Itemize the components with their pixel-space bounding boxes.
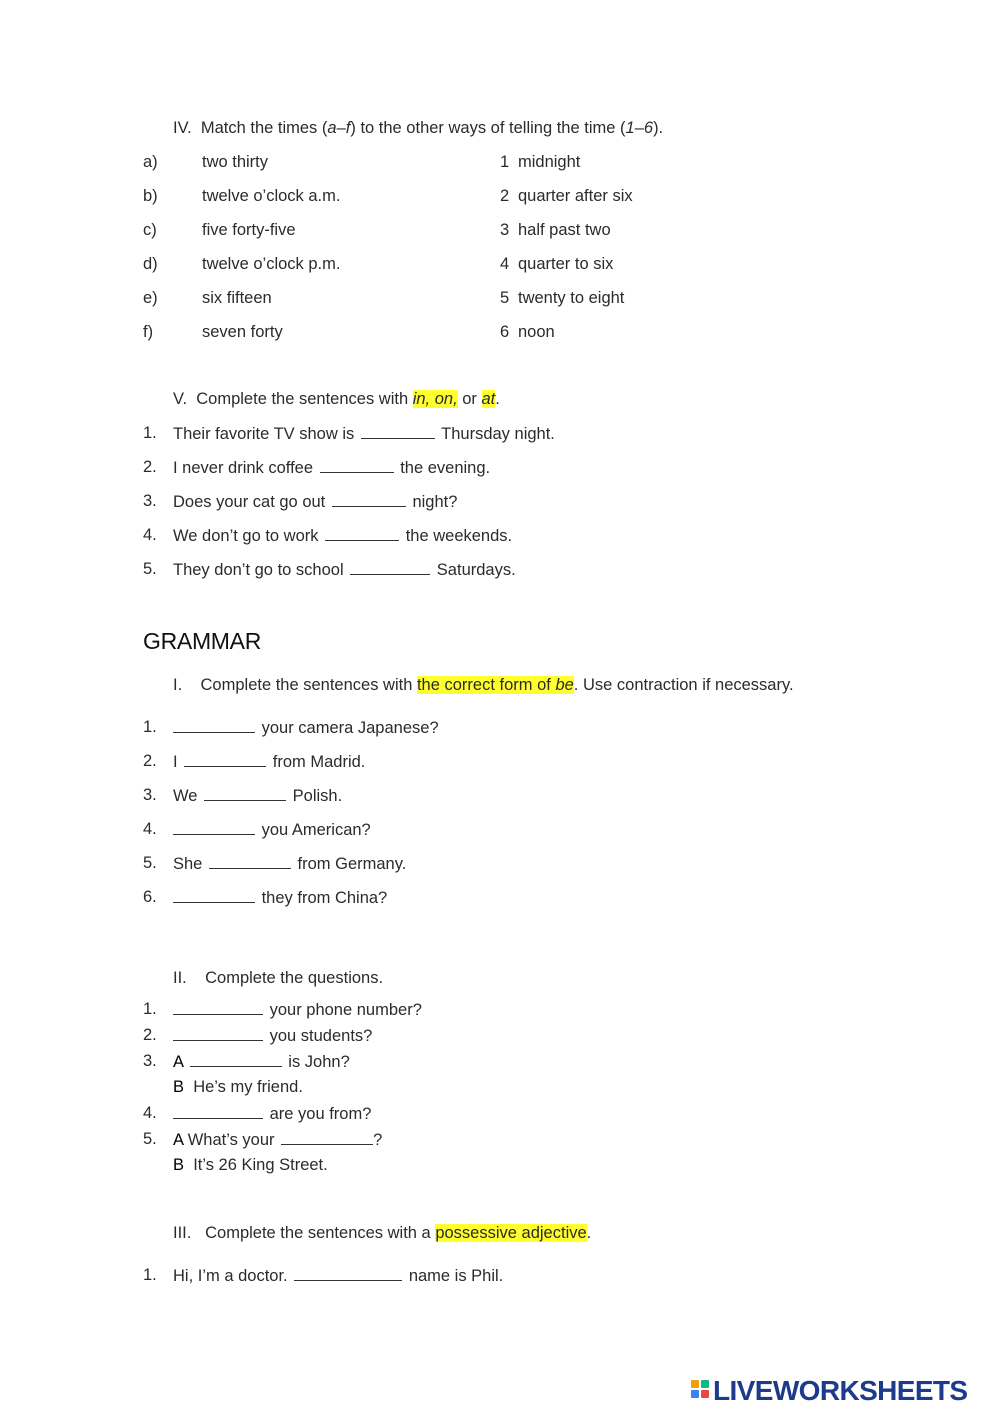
question: [173, 1026, 372, 1046]
sentence-end: from Madrid.: [272, 753, 366, 771]
answer-blank[interactable]: [173, 1000, 263, 1015]
item-number: 3.: [143, 492, 157, 510]
part-3-instruction: [173, 1224, 591, 1243]
question-end: you students?: [269, 1027, 373, 1045]
answer-blank[interactable]: [173, 820, 255, 835]
logo-text: LIVEWORKSHEETS: [713, 1375, 968, 1406]
sentence-end: the evening.: [400, 459, 491, 477]
answer-blank[interactable]: [173, 888, 255, 903]
item-number: 2.: [143, 752, 157, 770]
match-phrase: twenty to eight: [518, 289, 625, 307]
question: [173, 1000, 422, 1020]
answer-blank[interactable]: [184, 752, 266, 767]
liveworksheets-logo[interactable]: [691, 1374, 968, 1408]
match-phrase: midnight: [518, 153, 581, 171]
instr-text: Complete the questions.: [205, 969, 384, 987]
instr-text: . Use contraction if necessary.: [573, 676, 794, 694]
match-number: 1: [500, 153, 510, 171]
match-number: 6: [500, 323, 510, 341]
item-number: 4.: [143, 526, 157, 544]
logo-mark-icon: [691, 1380, 711, 1402]
grammar-heading: GRAMMAR: [143, 628, 262, 654]
question: [173, 1104, 371, 1124]
sentence-start: She: [173, 855, 203, 873]
part-2-number: II.: [173, 969, 187, 987]
instr-text: 6: [643, 119, 654, 137]
instr-text: –: [634, 119, 644, 137]
highlight-text: the correct form of: [416, 676, 556, 694]
sentence-start: I: [173, 753, 178, 771]
sentence-end: Polish.: [292, 787, 343, 805]
match-letter: b): [143, 187, 158, 205]
question-end: is John?: [288, 1053, 350, 1071]
section-iv-instruction: [173, 119, 663, 138]
answer-blank[interactable]: [204, 786, 286, 801]
match-time: six fifteen: [202, 289, 272, 307]
match-number: 4: [500, 255, 510, 273]
match-letter: e): [143, 289, 158, 307]
sentence: [173, 492, 457, 512]
item-number: 1.: [143, 1000, 157, 1018]
sentence: [173, 560, 516, 580]
match-time: twelve o’clock p.m.: [202, 255, 341, 273]
sentence: [173, 854, 406, 874]
match-letter: c): [143, 221, 157, 239]
answer-blank[interactable]: [190, 1052, 282, 1067]
highlight-preposition-at: at: [481, 390, 496, 408]
item-number: 1.: [143, 1266, 157, 1284]
sentence-end: Thursday night.: [441, 425, 555, 443]
instr-text: or: [457, 390, 482, 408]
answer-text: He’s my friend.: [193, 1078, 303, 1096]
match-time: five forty-five: [202, 221, 296, 239]
answer-blank[interactable]: [209, 854, 291, 869]
speaker-a: A: [173, 1131, 184, 1149]
match-number: 5: [500, 289, 510, 307]
instr-text: Match the times (: [200, 119, 328, 137]
answer-blank[interactable]: [320, 458, 394, 473]
item-number: 2.: [143, 1026, 157, 1044]
item-number: 3.: [143, 786, 157, 804]
sentence: [173, 526, 512, 546]
part-3-number: III.: [173, 1224, 192, 1242]
item-number: 5.: [143, 560, 157, 578]
item-number: 3.: [143, 1052, 157, 1070]
instr-text: a: [327, 119, 337, 137]
sentence-end: the weekends.: [405, 527, 513, 545]
speaker-a: A: [173, 1053, 184, 1071]
match-letter: d): [143, 255, 158, 273]
sentence-start: Their favorite TV show is: [173, 425, 355, 443]
instr-text: .: [495, 390, 500, 408]
section-v-number: V.: [173, 390, 188, 408]
sentence-end: Saturdays.: [436, 561, 516, 579]
answer-line: [173, 1078, 303, 1097]
answer-blank[interactable]: [173, 718, 255, 733]
question-end: ?: [373, 1131, 383, 1149]
instr-text: Complete the sentences with: [200, 676, 417, 694]
match-number: 3: [500, 221, 510, 239]
instr-text: 1: [625, 119, 635, 137]
item-number: 1.: [143, 718, 157, 736]
sentence: [173, 424, 555, 444]
part-2-instruction: [173, 969, 383, 988]
sentence: [173, 888, 387, 908]
match-time: twelve o’clock a.m.: [202, 187, 341, 205]
item-number: 2.: [143, 458, 157, 476]
highlight-correct-form: [417, 676, 574, 694]
instr-text: –: [336, 119, 346, 137]
match-time: two thirty: [202, 153, 269, 171]
sentence-start: I never drink coffee: [173, 459, 314, 477]
match-phrase: quarter to six: [518, 255, 614, 273]
match-letter: a): [143, 153, 158, 171]
question-end: your phone number?: [269, 1001, 422, 1019]
answer-line: [173, 1156, 328, 1175]
part-1-number: I.: [173, 676, 183, 694]
sentence-end: they from China?: [261, 889, 388, 907]
item-number: 4.: [143, 1104, 157, 1122]
answer-text: It’s 26 King Street.: [193, 1156, 328, 1174]
answer-blank[interactable]: [281, 1130, 373, 1145]
sentence: [173, 1266, 503, 1286]
highlight-prepositions: in, on,: [412, 390, 458, 408]
sentence: [173, 786, 342, 806]
sentence-start: Hi, I’m a doctor.: [173, 1267, 288, 1285]
item-number: 4.: [143, 820, 157, 838]
question: [173, 1052, 350, 1072]
sentence: [173, 718, 439, 738]
item-number: 1.: [143, 424, 157, 442]
answer-blank[interactable]: [325, 526, 399, 541]
sentence-end: you American?: [261, 821, 371, 839]
part-1-instruction: [173, 676, 794, 695]
answer-blank[interactable]: [350, 560, 430, 575]
item-number: 5.: [143, 854, 157, 872]
highlight-possessive-adjective: possessive adjective: [435, 1224, 587, 1242]
instr-text: Complete the sentences with: [196, 390, 413, 408]
match-phrase: noon: [518, 323, 555, 341]
question: [173, 1130, 382, 1150]
question-start: What’s your: [187, 1131, 275, 1149]
speaker-b: B: [173, 1156, 185, 1174]
match-letter: f): [143, 323, 154, 341]
instr-text: Complete the sentences with a: [205, 1224, 436, 1242]
speaker-b: B: [173, 1078, 185, 1096]
sentence-end: from Germany.: [297, 855, 407, 873]
highlight-text-be: be: [555, 676, 574, 694]
answer-blank[interactable]: [294, 1266, 402, 1281]
item-number: 5.: [143, 1130, 157, 1148]
sentence: [173, 458, 490, 478]
answer-blank[interactable]: [173, 1026, 263, 1041]
answer-blank[interactable]: [332, 492, 406, 507]
instr-text: ).: [653, 119, 664, 137]
sentence-end: your camera Japanese?: [261, 719, 439, 737]
instr-text: f: [345, 119, 351, 137]
match-number: 2: [500, 187, 510, 205]
sentence: [173, 820, 371, 840]
question-end: are you from?: [269, 1105, 372, 1123]
instr-text: .: [586, 1224, 592, 1242]
match-time: seven forty: [202, 323, 283, 341]
sentence: [173, 752, 365, 772]
answer-blank[interactable]: [361, 424, 435, 439]
sentence-end: night?: [412, 493, 458, 511]
item-number: 6.: [143, 888, 157, 906]
sentence-start: They don’t go to school: [173, 561, 344, 579]
match-phrase: quarter after six: [518, 187, 633, 205]
sentence-end: name is Phil.: [408, 1267, 504, 1285]
instr-text: ) to the other ways of telling the time (: [350, 119, 626, 137]
section-iv-number: IV.: [173, 119, 192, 137]
answer-blank[interactable]: [173, 1104, 263, 1119]
sentence-start: We don’t go to work: [173, 527, 319, 545]
sentence-start: Does your cat go out: [173, 493, 326, 511]
match-phrase: half past two: [518, 221, 611, 239]
section-v-instruction: [173, 390, 500, 409]
sentence-start: We: [173, 787, 198, 805]
